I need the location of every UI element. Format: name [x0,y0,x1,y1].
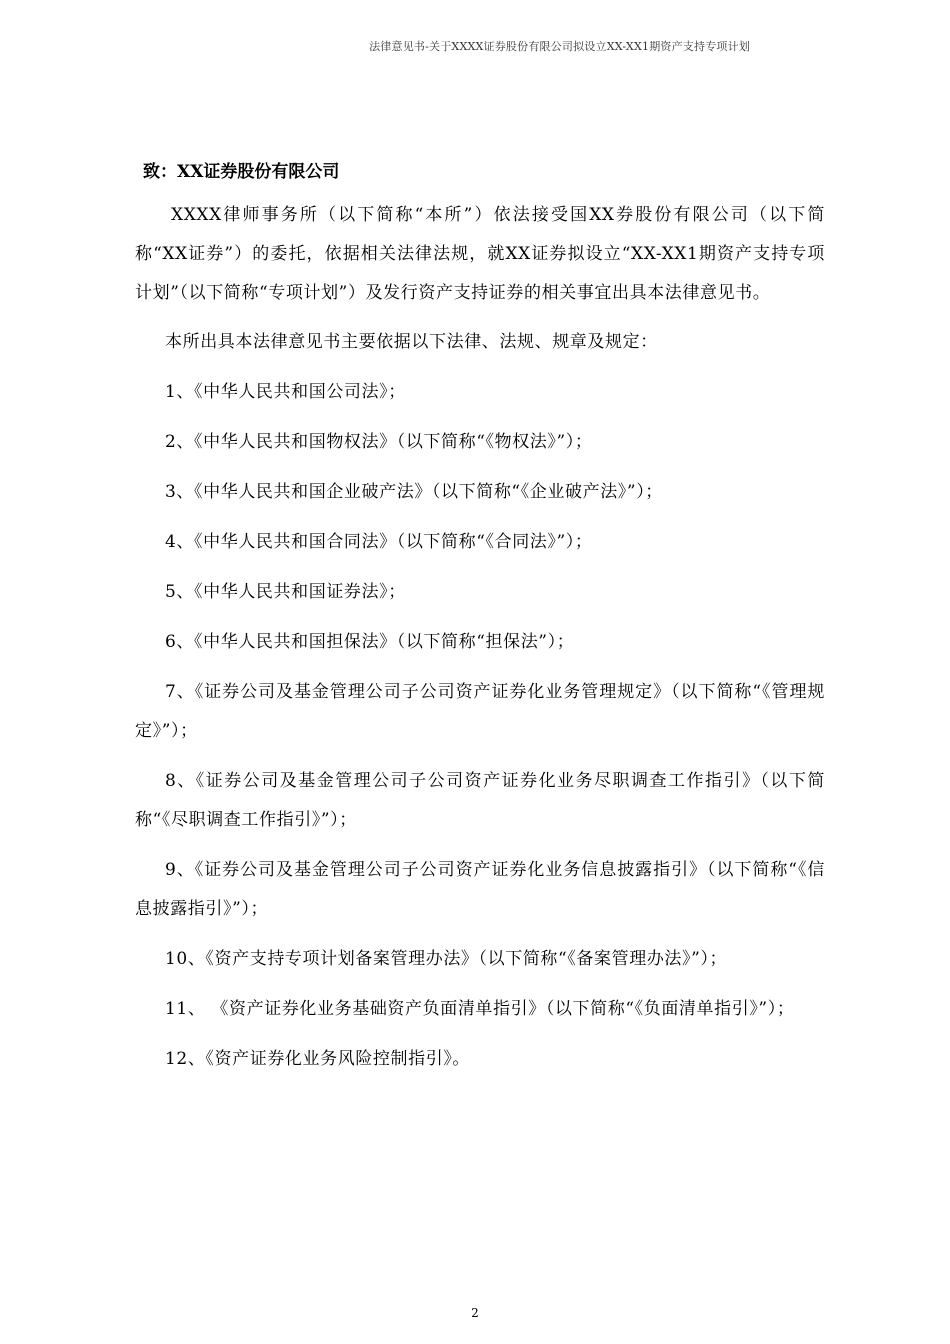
page-number: 2 [471,1306,479,1320]
addressee: 致：XX证券股份有限公司 [143,162,340,182]
law-list-item: 7、《证券公司及基金管理公司子公司资产证券化业务管理规定》（以下简称“《管理规定》”）； [135,682,825,741]
law-list-item: 2、《中华人民共和国物权法》（以下简称“《物权法》”）； [165,432,593,452]
law-list-item: 3、《中华人民共和国企业破产法》（以下简称“《企业破产法》”）； [165,482,663,502]
running-header: 法律意见书-关于XXXX证券股份有限公司拟设立XX-XX1期资产支持专项计划 [369,40,750,53]
law-list-item: 10、《资产支持专项计划备案管理办法》（以下简称“《备案管理办法》”）； [165,949,728,969]
document-body [135,158,825,1079]
basis-statement: 本所出具本法律意见书主要依据以下法律、法规、规章及规定： [165,332,658,352]
law-list-item: 6、《中华人民共和国担保法》（以下简称“担保法”）； [165,632,575,652]
law-list-item: 8、《证券公司及基金管理公司子公司资产证券化业务尽职调查工作指引》（以下简称“《尽职调查工作指引》”）； [135,771,825,830]
law-list-item: 5、《中华人民共和国证券法》； [165,582,406,602]
law-list-item: 1、《中华人民共和国公司法》； [165,382,406,402]
law-list-item: 12、《资产证券化业务风险控制指引》。 [165,1049,471,1069]
law-list-item: 4、《中华人民共和国合同法》（以下简称“《合同法》”）； [165,532,593,552]
intro-paragraph: XXXX律师事务所（以下简称“本所”）依法接受国XX券股份有限公司（以下简称“XX证券”）的委托，依据相关法律法规，就XX证券拟设立“XX-XX1期资产支持专项计划”（以下简称“专项计划”）及发行资产支持证券的相关事宜出具本法律意见书。 [135,205,825,303]
law-list-item: 9、《证券公司及基金管理公司子公司资产证券化业务信息披露指引》（以下简称“《信息披露指引》”）； [135,860,825,919]
law-list-item: 11、 《资产证券化业务基础资产负面清单指引》（以下简称“《负面清单指引》”）； [165,999,795,1019]
